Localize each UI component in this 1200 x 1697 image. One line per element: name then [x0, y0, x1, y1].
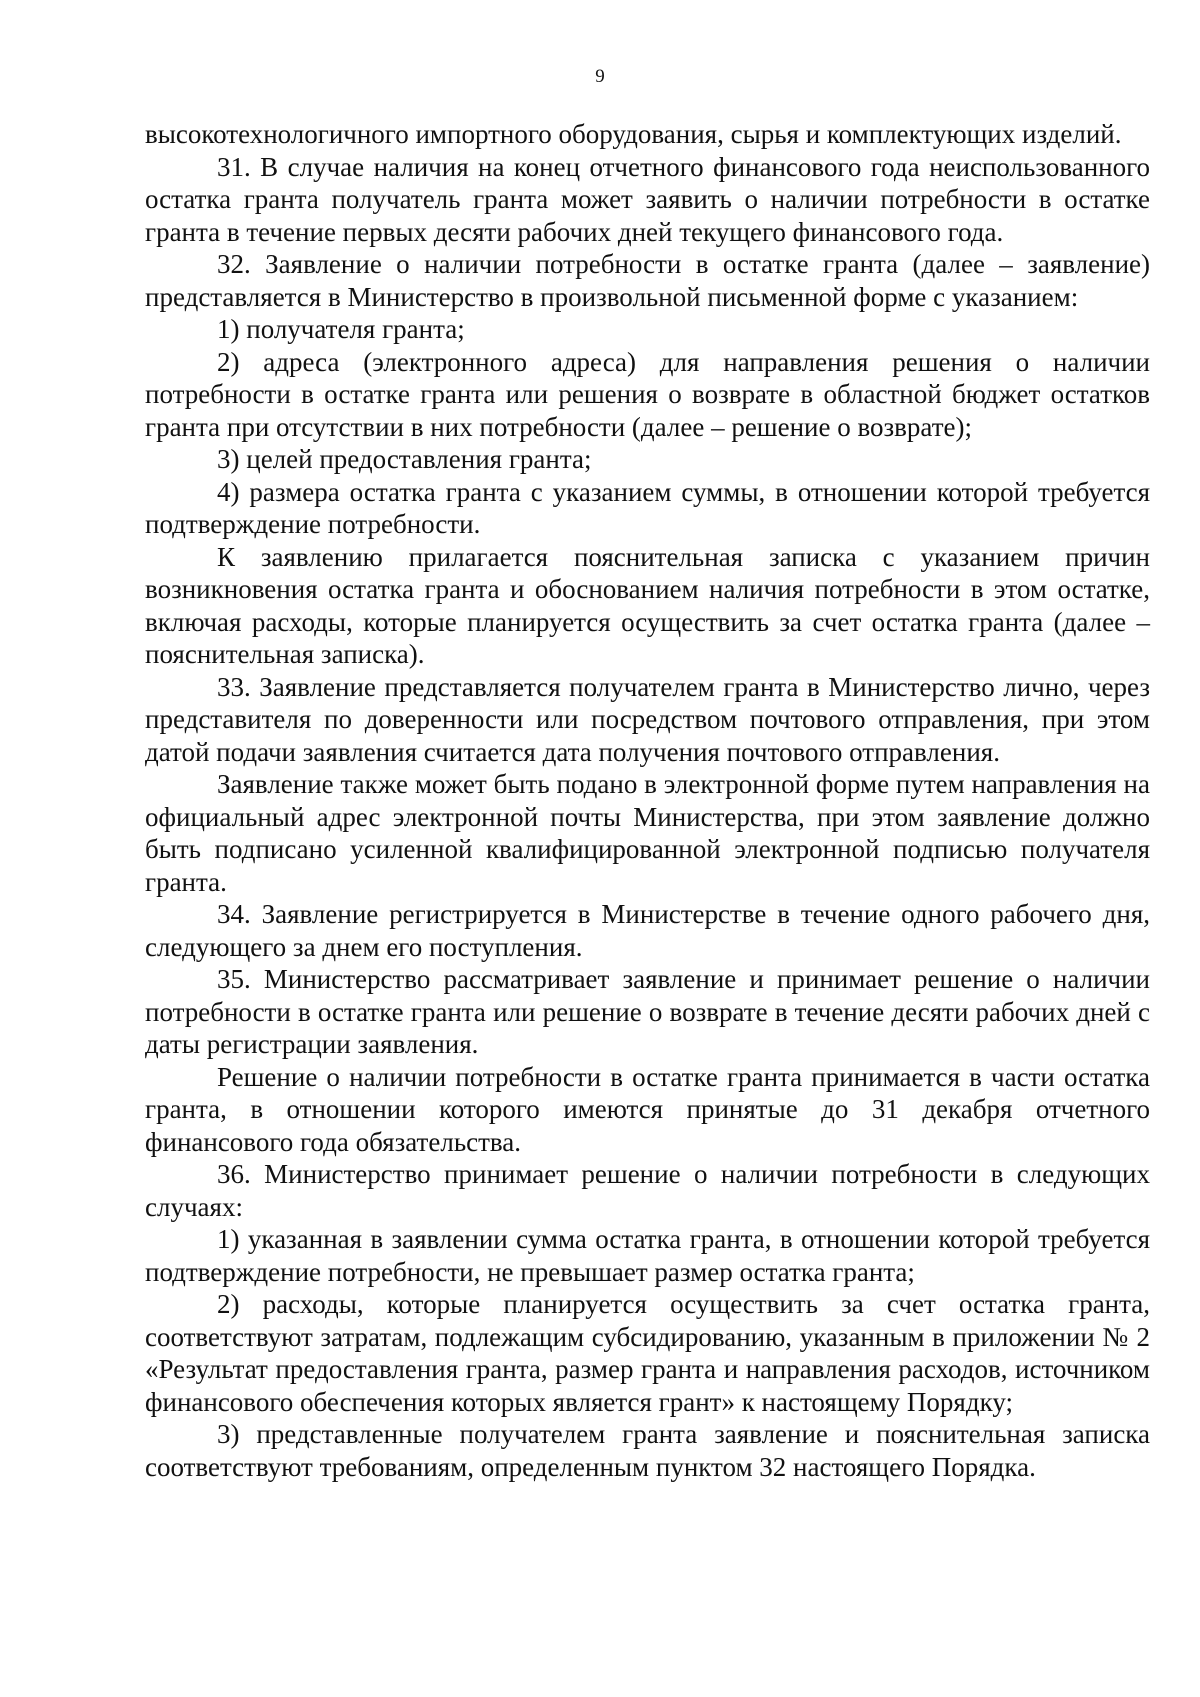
paragraph: 36. Министерство принимает решение о наличии потребности в следующих случаях: — [145, 1159, 1150, 1222]
paragraph: 31. В случае наличия на конец отчетного финансового года неиспользованного остатка гранта получатель гранта может заявить о наличии потребности в остатке гранта в течение первых десяти рабочих дней текущего финансового года. — [145, 151, 1150, 247]
page-number: 9 — [595, 66, 605, 87]
paragraph: 2) расходы, которые планируется осуществить за счет остатка гранта, соответствуют затратам, подлежащим субсидированию, указанным в приложении № 2 «Результат предоставления гранта, размер гранта и направления расходов, источником финансового обеспечения которых является грант» к настоящему Порядку; — [145, 1289, 1150, 1417]
document-body — [145, 118, 1150, 1483]
paragraph: 3) представленные получателем гранта заявление и пояснительная записка соответствуют требованиям, определенным пунктом 32 настоящего Порядка. — [145, 1419, 1150, 1482]
paragraph: 34. Заявление регистрируется в Министерстве в течение одного рабочего дня, следующего за днем его поступления. — [145, 899, 1150, 962]
paragraph: 35. Министерство рассматривает заявление и принимает решение о наличии потребности в остатке гранта или решение о возврате в течение десяти рабочих дней с даты регистрации заявления. — [145, 964, 1150, 1059]
paragraph: Заявление также может быть подано в электронной форме путем направления на официальный адрес электронной почты Министерства, при этом заявление должно быть подписано усиленной квалифицированной электронной подписью получателя гранта. — [145, 769, 1150, 897]
paragraph: 1) указанная в заявлении сумма остатка гранта, в отношении которой требуется подтверждение потребности, не превышает размер остатка гранта; — [145, 1224, 1150, 1287]
paragraph: 32. Заявление о наличии потребности в остатке гранта (далее – заявление) представляется в Министерство в произвольной письменной форме с указанием: — [145, 249, 1150, 312]
paragraph: 2) адреса (электронного адреса) для направления решения о наличии потребности в остатке гранта или решения о возврате в областной бюджет остатков гранта при отсутствии в них потребности (далее – решение о возврате); — [145, 346, 1150, 442]
paragraph: Решение о наличии потребности в остатке гранта принимается в части остатка гранта, в отношении которого имеются принятые до 31 декабря отчетного финансового года обязательства. — [145, 1061, 1150, 1157]
paragraph: 1) получателя гранта; — [217, 314, 465, 344]
paragraph: К заявлению прилагается пояснительная записка с указанием причин возникновения остатка гранта и обоснованием наличия потребности в этом остатке, включая расходы, которые планируется осуществить за счет остатка гранта (далее – пояснительная записка). — [145, 541, 1150, 669]
paragraph: 4) размера остатка гранта с указанием суммы, в отношении которой требуется подтверждение потребности. — [145, 476, 1150, 539]
paragraph: 33. Заявление представляется получателем гранта в Министерство лично, через представителя по доверенности или посредством почтового отправления, при этом датой подачи заявления считается дата получения почтового отправления. — [145, 671, 1150, 767]
paragraph: высокотехнологичного импортного оборудования, сырья и комплектующих изделий. — [145, 119, 1122, 149]
paragraph: 3) целей предоставления гранта; — [217, 444, 592, 474]
